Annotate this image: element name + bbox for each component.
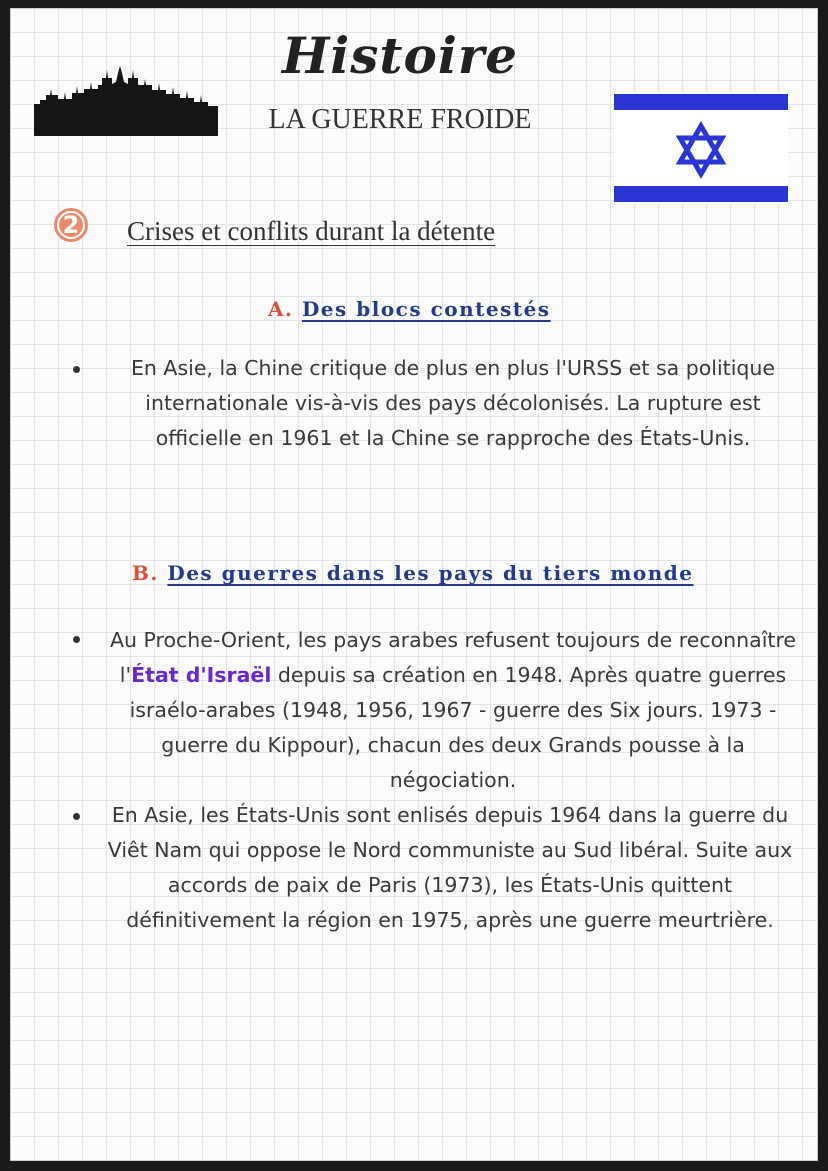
israel-flag-icon [614,92,788,204]
subsection-a-heading [268,297,551,321]
bullet-dot [73,813,80,820]
page-subtitle: LA GUERRE FROIDE [268,104,532,135]
subsection-b-title: Des guerres dans les pays du tiers monde [167,561,694,585]
section-title: Crises et conflits durant la détente [127,216,496,246]
paragraph-proche-orient-after: depuis sa création en 1948. Après quatre guerres israélo-arabes (1948, 1956, 1967 - guerre des Six jours. 1973 - guerre du Kippour), chacun des deux Grands pousse à la négociation. [129,663,787,792]
subsection-b-letter: B. [132,561,159,585]
page-title: Histoire [282,26,518,85]
paragraph-china-ussr: En Asie, la Chine critique de plus en plus l'URSS et sa politique internationale vis-à-vis des pays décolonisés. La rupture est officielle en 1961 et la Chine se rapproche des États-Unis. [130,356,776,450]
paragraph-proche-orient [98,623,808,798]
highlight-etat-israel: État d'Israël [131,663,272,687]
city-skyline-silhouette-icon [34,62,218,136]
subsection-b-heading [132,561,694,585]
subsection-a-title: Des blocs contestés [301,297,551,321]
paragraph-viet-nam: En Asie, les États-Unis sont enlisés depuis 1964 dans la guerre du Viêt Nam qui oppose le Nord communiste au Sud libéral. Suite aux accords de paix de Paris (1973), les États-Unis quittent définitivement la région en 1975, après une guerre meurtrière. [107,803,793,932]
bullet-dot [73,636,80,643]
note-page [10,8,818,1161]
section-number-badge: 2 [54,208,88,242]
subsection-a-letter: A. [268,297,294,321]
bullet-dot [73,366,80,373]
paragraph-proche-orient-before: Au Proche-Orient, les pays arabes refusent toujours de reconnaître l' [109,628,797,687]
